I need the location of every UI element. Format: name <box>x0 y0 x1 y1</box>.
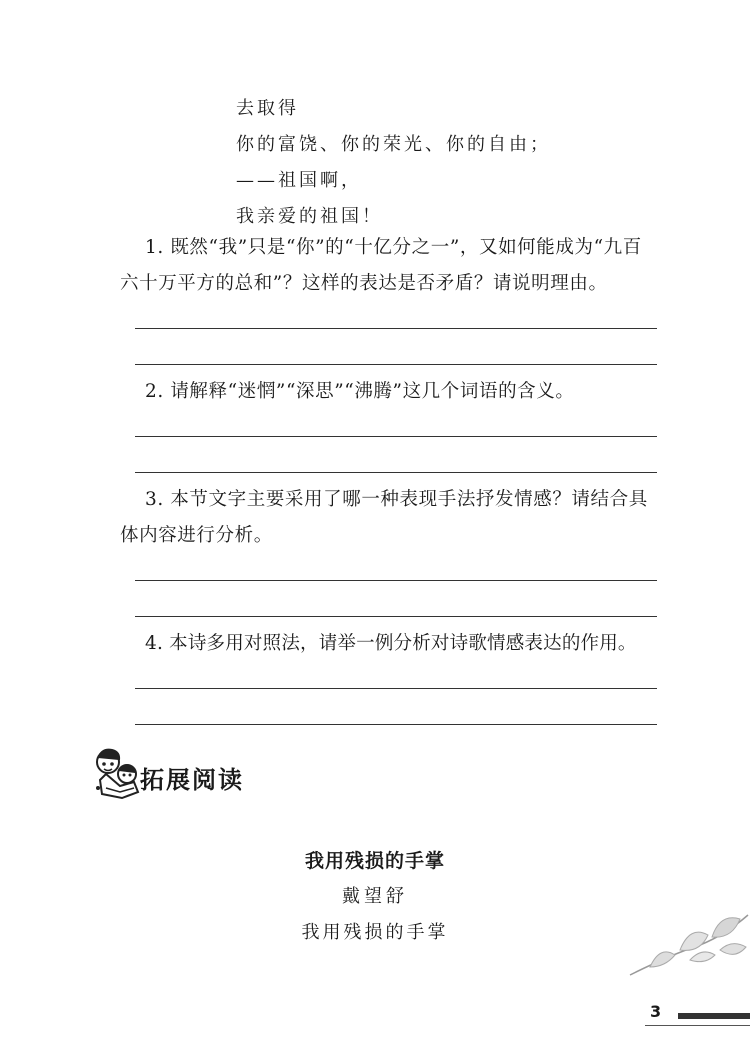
poem-line: 我亲爱的祖国！ <box>236 206 383 227</box>
question-4: 4. 本诗多用对照法，请举一例分析对诗歌情感表达的作用。 <box>145 633 637 654</box>
reading-kids-icon <box>92 744 142 804</box>
question-1: 1. 既然“我”只是“你”的“十亿分之一”，又如何能成为“九百六十万平方的总和”？这样的表达是否矛盾？请说明理由。 <box>120 237 642 294</box>
answer-line[interactable] <box>135 364 657 365</box>
section-title: 拓展阅读 <box>140 766 244 794</box>
page-bar <box>678 1013 750 1019</box>
page-number: 3 <box>650 1002 662 1021</box>
answer-line[interactable] <box>135 472 657 473</box>
answer-line[interactable] <box>135 328 657 329</box>
answer-line[interactable] <box>135 616 657 617</box>
answer-line[interactable] <box>135 688 657 689</box>
section-header <box>92 744 292 804</box>
answer-line[interactable] <box>135 580 657 581</box>
reading-author: 戴望舒 <box>342 886 408 907</box>
question-3: 3. 本节文字主要采用了哪一种表现手法抒发情感？请结合具体内容进行分析。 <box>120 489 648 546</box>
reading-title: 我用残损的手掌 <box>304 850 445 872</box>
leaf-decoration-icon <box>620 905 750 985</box>
question-2: 2. 请解释“迷惘”“深思”“沸腾”这几个词语的含义。 <box>145 381 575 402</box>
page-divider <box>645 1025 750 1026</box>
poem-line: ——祖国啊， <box>236 170 362 191</box>
answer-line[interactable] <box>135 436 657 437</box>
reading-first-line: 我用残损的手掌 <box>301 922 449 943</box>
poem-line: 你的富饶、你的荣光、你的自由； <box>236 134 551 155</box>
poem-line: 去取得 <box>236 98 299 119</box>
answer-line[interactable] <box>135 724 657 725</box>
